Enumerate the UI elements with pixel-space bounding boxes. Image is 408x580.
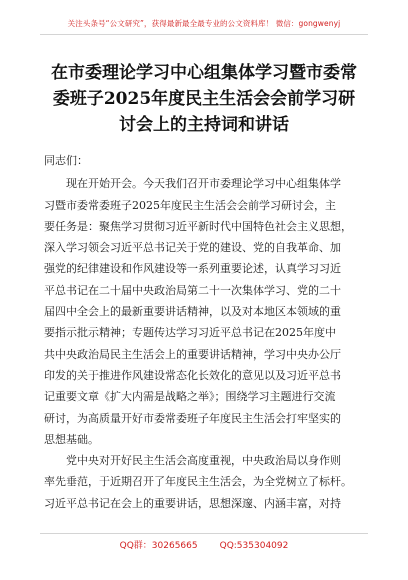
document-title [48,60,360,138]
body-line: 平总书记在二十届中央政治局第二十一次集体学习、党的二十 [44,283,341,297]
body-line: 要任务是：聚焦学习贯彻习近平新时代中国特色社会主义思想， [44,219,352,233]
document-body [44,150,364,514]
qq-text: QQ:535304092 [219,541,289,551]
body-line: 深入学习领会习近平总书记关于党的建设、党的自我革命、加 [44,241,341,255]
title-line: 委班子2025年度民主生活会会前学习研 [52,89,356,109]
banner-text: 关注头条号“公文研究”，获得最新最全最专业的公文资料库！ 微信：gongwenyj [67,19,341,28]
footer [0,538,408,551]
qq-group-text: QQ群：30265665 [119,541,198,551]
body-line: 强党的纪律建设和作风建设等一系列重要论述，认真学习习近 [44,262,341,276]
body-line: 习暨市委常委班子2025年度民主生活会会前学习研讨会，主 [44,198,336,212]
title-line: 讨会上的主持词和讲话 [119,115,289,135]
body-line: 现在开始开会。今天我们召开市委理论学习中心组集体学 [66,177,341,191]
greeting: 同志们： [44,154,88,167]
footer-divider [40,533,368,534]
top-banner [40,7,368,35]
body-line: 共中央政治局民主生活会上的重要讲话精神，学习中央办公厅 [44,347,341,361]
body-line: 要指示批示精神；专题传达学习习近平总书记在2025年度中 [44,326,336,340]
title-line: 在市委理论学习中心组集体学习暨市委常 [51,63,357,83]
header-divider [40,34,368,35]
body-line: 率先垂范，于近期召开了年度民主生活会，为全党树立了标杆。 [44,475,352,489]
body-line: 印发的关于推进作风建设常态化长效化的意见以及习近平总书 [44,368,341,382]
body-line: 研讨，为高质量开好市委常委班子年度民主生活会打牢坚实的 [44,411,341,425]
body-line: 思想基础。 [44,432,99,446]
body-line: 记重要文章《扩大内需是战略之举》；围绕学习主题进行交流 [44,390,336,404]
body-line: 届四中全会上的最新重要讲话精神，以及对本地区本领域的重 [44,305,341,319]
body-line: 习近平总书记在会上的重要讲话，思想深邃、内涵丰富，对持 [44,496,341,510]
body-line: 党中央对开好民主生活会高度重视，中央政治局以身作则 [66,454,341,468]
